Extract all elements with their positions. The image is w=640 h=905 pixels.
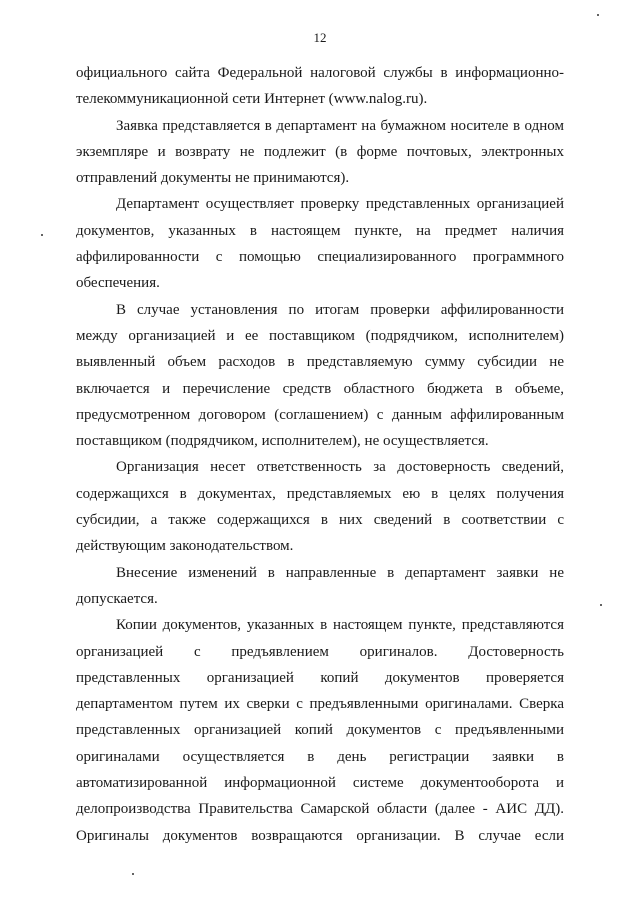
text-line: делопроизводства Правительства Самарской области (далее - АИС ДД). [76,801,564,818]
text-line: автоматизированной информационной системе документооборота и [76,775,564,792]
scan-speck [41,234,43,236]
text-line: В случае установления по итогам проверки аффилированности [116,301,564,318]
scan-speck [132,873,134,875]
text-line: предусмотренном договором (соглашением) с данным аффилированным [76,406,564,423]
paragraph-0 [76,60,564,113]
paragraph-6 [76,612,564,849]
text-line: официального сайта Федеральной налоговой службы в информационно- [76,65,564,81]
text-line: выявленный объем расходов в представляемую сумму субсидии не [76,354,564,371]
text-line: содержащихся в документах, представляемых ею в целях получения [76,485,564,502]
scan-speck [597,14,599,16]
text-line: включается и перечисление средств областного бюджета в объеме, [76,380,564,397]
text-line: Организация несет ответственность за достоверность сведений, [116,459,564,476]
paragraph-4 [76,454,564,559]
text-line: представленных организацией копий документов проверяется [76,669,564,686]
text-line: экземпляре и возврату не подлежит (в форме почтовых, электронных [76,143,564,160]
text-line: отправлений документы не принимаются). [76,170,350,187]
text-line: Департамент осуществляет проверку представленных организацией [116,196,564,213]
text-line: Копии документов, указанных в настоящем пункте, представляются [116,617,564,634]
text-line: документов, указанных в настоящем пункте, на предмет наличия [76,222,564,239]
text-line: департаментом путем их сверки с предъявленными оригиналами. Сверка [76,696,564,713]
paragraph-2 [76,191,564,296]
text-line: организацией с предъявлением оригиналов. Достоверность [76,643,564,660]
text-line: Оригиналы документов возвращаются организации. В случае если [76,827,564,844]
text-line: оригиналами осуществляется в день регистрации заявки в [76,748,564,765]
document-body [76,60,564,849]
text-line: поставщиком (подрядчиком, исполнителем), не осуществляется. [76,433,489,450]
paragraph-3 [76,297,564,455]
text-line: обеспечения. [76,275,160,292]
text-line: действующим законодательством. [76,538,294,555]
text-line: аффилированности с помощью специализированного программного [76,249,564,266]
text-line: Внесение изменений в направленные в департамент заявки не [116,564,564,581]
text-line: допускается. [76,590,158,607]
text-line: субсидии, а также содержащихся в них сведений в соответствии с [76,512,564,529]
text-line: между организацией и ее поставщиком (подрядчиком, исполнителем) [76,327,564,344]
page-number: 12 [313,30,327,45]
text-line: Заявка представляется в департамент на бумажном носителе в одном [116,117,564,134]
scan-speck [600,604,602,606]
text-line: представленных организацией копий документов с предъявленными [76,722,564,739]
text-line: телекоммуникационной сети Интернет (www.nalog.ru). [76,91,428,108]
paragraph-5 [76,560,564,613]
paragraph-1 [76,113,564,192]
